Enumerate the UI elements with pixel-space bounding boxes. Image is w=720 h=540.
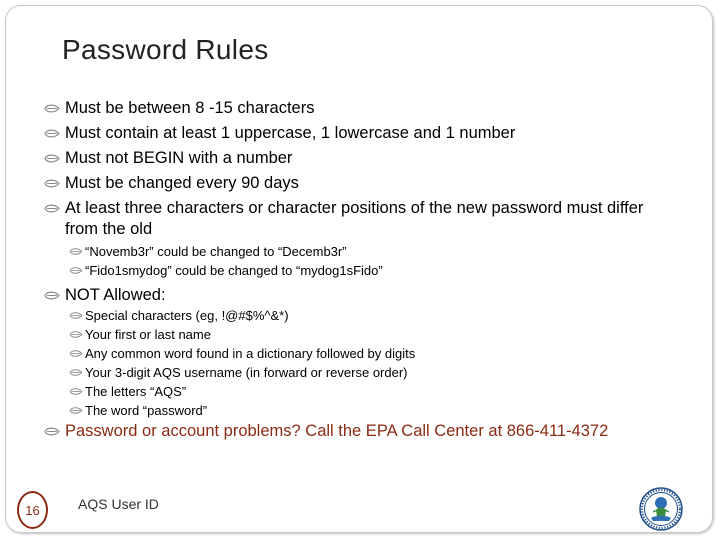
arrow-bullet-icon	[69, 330, 83, 339]
not-allowed-text: Your first or last name	[85, 327, 211, 342]
contact-text: Password or account problems? Call the EPA Call Center at 866-411-4372	[65, 422, 609, 440]
not-allowed-text: Special characters (eg, !@#$%^&*)	[85, 308, 289, 323]
arrow-bullet-icon	[44, 203, 60, 214]
arrow-bullet-icon	[44, 290, 60, 301]
arrow-bullet-icon	[44, 103, 60, 114]
rule-text: Must not BEGIN with a number	[65, 149, 293, 167]
slide-title: Password Rules	[62, 34, 269, 65]
example-text: “Fido1smydog” could be changed to “mydog1sFido”	[85, 263, 383, 278]
arrow-bullet-icon	[69, 247, 83, 256]
not-allowed-text: The word “password”	[85, 403, 208, 418]
examples-list	[69, 242, 669, 280]
not-allowed-item	[69, 401, 669, 420]
arrow-bullet-icon	[69, 349, 83, 358]
rule-item	[44, 171, 644, 196]
epa-seal-icon	[639, 487, 683, 531]
not-allowed-heading-text: NOT Allowed:	[65, 286, 166, 304]
not-allowed-item	[69, 344, 669, 363]
not-allowed-text: Your 3-digit AQS username (in forward or reverse order)	[85, 365, 408, 380]
footer-label: AQS User ID	[78, 496, 159, 512]
rule-text: At least three characters or character positions of the new password must differ from the old	[65, 199, 644, 238]
example-text: “Novemb3r” could be changed to “Decemb3r”	[85, 244, 347, 259]
rule-item	[44, 146, 644, 171]
example-item	[69, 242, 669, 261]
page-number-badge	[17, 491, 48, 529]
not-allowed-item	[69, 363, 669, 382]
arrow-bullet-icon	[44, 178, 60, 189]
rule-item	[44, 196, 644, 240]
rule-text: Must be changed every 90 days	[65, 174, 299, 192]
not-allowed-text: Any common word found in a dictionary followed by digits	[85, 346, 416, 361]
rules-list	[44, 96, 644, 240]
arrow-bullet-icon	[69, 311, 83, 320]
page-number: 16	[25, 502, 40, 518]
rule-text: Must contain at least 1 uppercase, 1 lowercase and 1 number	[65, 124, 516, 142]
contact-item	[44, 421, 624, 442]
example-item	[69, 261, 669, 280]
arrow-bullet-icon	[44, 426, 60, 437]
not-allowed-list	[69, 306, 669, 420]
rule-text: Must be between 8 -15 characters	[65, 99, 315, 117]
not-allowed-heading	[44, 283, 644, 308]
arrow-bullet-icon	[44, 128, 60, 139]
not-allowed-item	[69, 325, 669, 344]
not-allowed-section	[44, 283, 644, 308]
not-allowed-item	[69, 306, 669, 325]
not-allowed-item	[69, 382, 669, 401]
rule-item	[44, 96, 644, 121]
arrow-bullet-icon	[69, 406, 83, 415]
arrow-bullet-icon	[69, 387, 83, 396]
rule-item	[44, 121, 644, 146]
arrow-bullet-icon	[44, 153, 60, 164]
contact-section	[44, 421, 624, 442]
arrow-bullet-icon	[69, 266, 83, 275]
arrow-bullet-icon	[69, 368, 83, 377]
not-allowed-text: The letters “AQS”	[85, 384, 187, 399]
